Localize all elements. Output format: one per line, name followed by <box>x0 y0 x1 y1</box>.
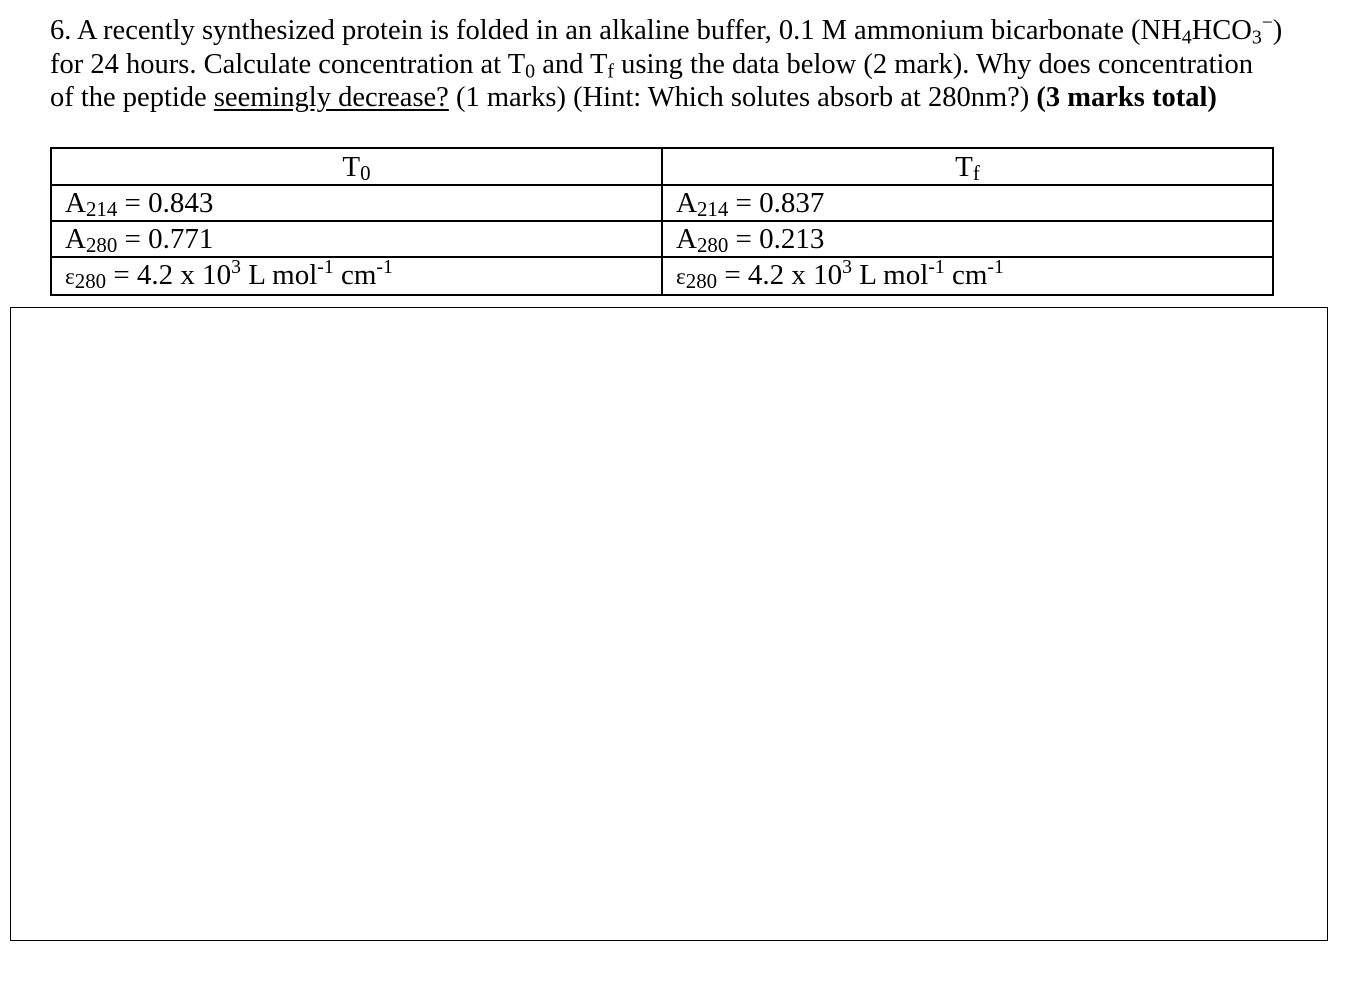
cell-exponent: -1 <box>376 256 393 279</box>
header-t0 <box>51 148 662 185</box>
table-row <box>51 185 1273 221</box>
question-line-3-pre: of the peptide <box>50 82 214 113</box>
epsilon-symbol: ε <box>65 264 75 290</box>
cell-symbol: A <box>676 223 697 255</box>
cell-subscript: 280 <box>685 269 718 294</box>
data-table <box>50 147 1274 296</box>
subscript-3: 3 <box>1251 26 1262 49</box>
cell-exponent: 3 <box>231 256 242 279</box>
cell-exponent: -1 <box>987 256 1004 279</box>
subscript-4: 4 <box>1181 26 1192 49</box>
question-line-3 <box>50 81 1290 115</box>
table-header-row <box>51 148 1273 185</box>
cell-a280-tf <box>662 221 1273 257</box>
cell-symbol: A <box>676 187 697 219</box>
header-tf-sub: f <box>972 160 980 185</box>
cell-a280-t0 <box>51 221 662 257</box>
table-row <box>51 221 1273 257</box>
cell-subscript: 280 <box>85 233 118 258</box>
cell-value: = 4.2 x 10 <box>717 259 843 291</box>
cell-exponent: -1 <box>317 256 334 279</box>
subscript-f: f <box>607 59 615 82</box>
question-line-1-text: 6. A recently synthesized protein is folded in an alkaline buffer, 0.1 M ammonium bicarbonate (NH <box>50 15 1182 46</box>
header-t0-main: T <box>342 150 361 183</box>
question-line-2-post: using the data below (2 mark). Why does concentration <box>614 48 1253 80</box>
answer-box[interactable] <box>10 307 1328 941</box>
cell-subscript: 214 <box>85 197 118 222</box>
cell-value: = 0.843 <box>117 187 214 219</box>
cell-unit: cm <box>944 259 988 291</box>
cell-symbol: A <box>65 223 86 255</box>
question-line-2 <box>50 48 1290 82</box>
cell-value: = 4.2 x 10 <box>106 259 232 291</box>
question-line-1 <box>50 14 1290 48</box>
cell-exponent: 3 <box>842 256 853 279</box>
cell-epsilon-t0 <box>51 257 662 295</box>
close-paren: ) <box>1272 15 1283 46</box>
question-line-2-mid: and T <box>535 48 608 80</box>
cell-exponent: -1 <box>928 256 945 279</box>
header-t0-sub: 0 <box>360 160 371 185</box>
question-line-2-pre: for 24 hours. Calculate concentration at T <box>50 48 526 80</box>
cell-epsilon-tf <box>662 257 1273 295</box>
question-line-3-post: (1 marks) (Hint: Which solutes absorb at 280nm?) <box>448 82 1037 113</box>
superscript-charge: − <box>1261 12 1273 34</box>
epsilon-symbol: ε <box>676 264 686 290</box>
marks-total: (3 marks total) <box>1036 82 1217 113</box>
cell-value: = 0.213 <box>728 223 825 255</box>
cell-unit: L mol <box>241 259 318 291</box>
formula-hco: HCO <box>1191 15 1252 46</box>
cell-subscript: 214 <box>696 197 729 222</box>
header-tf-main: T <box>955 150 973 183</box>
table-row <box>51 257 1273 295</box>
cell-symbol: A <box>65 187 86 219</box>
cell-unit: cm <box>333 259 377 291</box>
cell-a214-tf <box>662 185 1273 221</box>
subscript-0: 0 <box>525 59 536 82</box>
header-tf <box>662 148 1273 185</box>
question-text <box>50 14 1290 115</box>
cell-value: = 0.771 <box>117 223 214 255</box>
cell-a214-t0 <box>51 185 662 221</box>
underlined-phrase: seemingly decrease? <box>213 82 449 113</box>
cell-unit: L mol <box>852 259 929 291</box>
cell-value: = 0.837 <box>728 187 825 219</box>
cell-subscript: 280 <box>74 269 107 294</box>
cell-subscript: 280 <box>696 233 729 258</box>
